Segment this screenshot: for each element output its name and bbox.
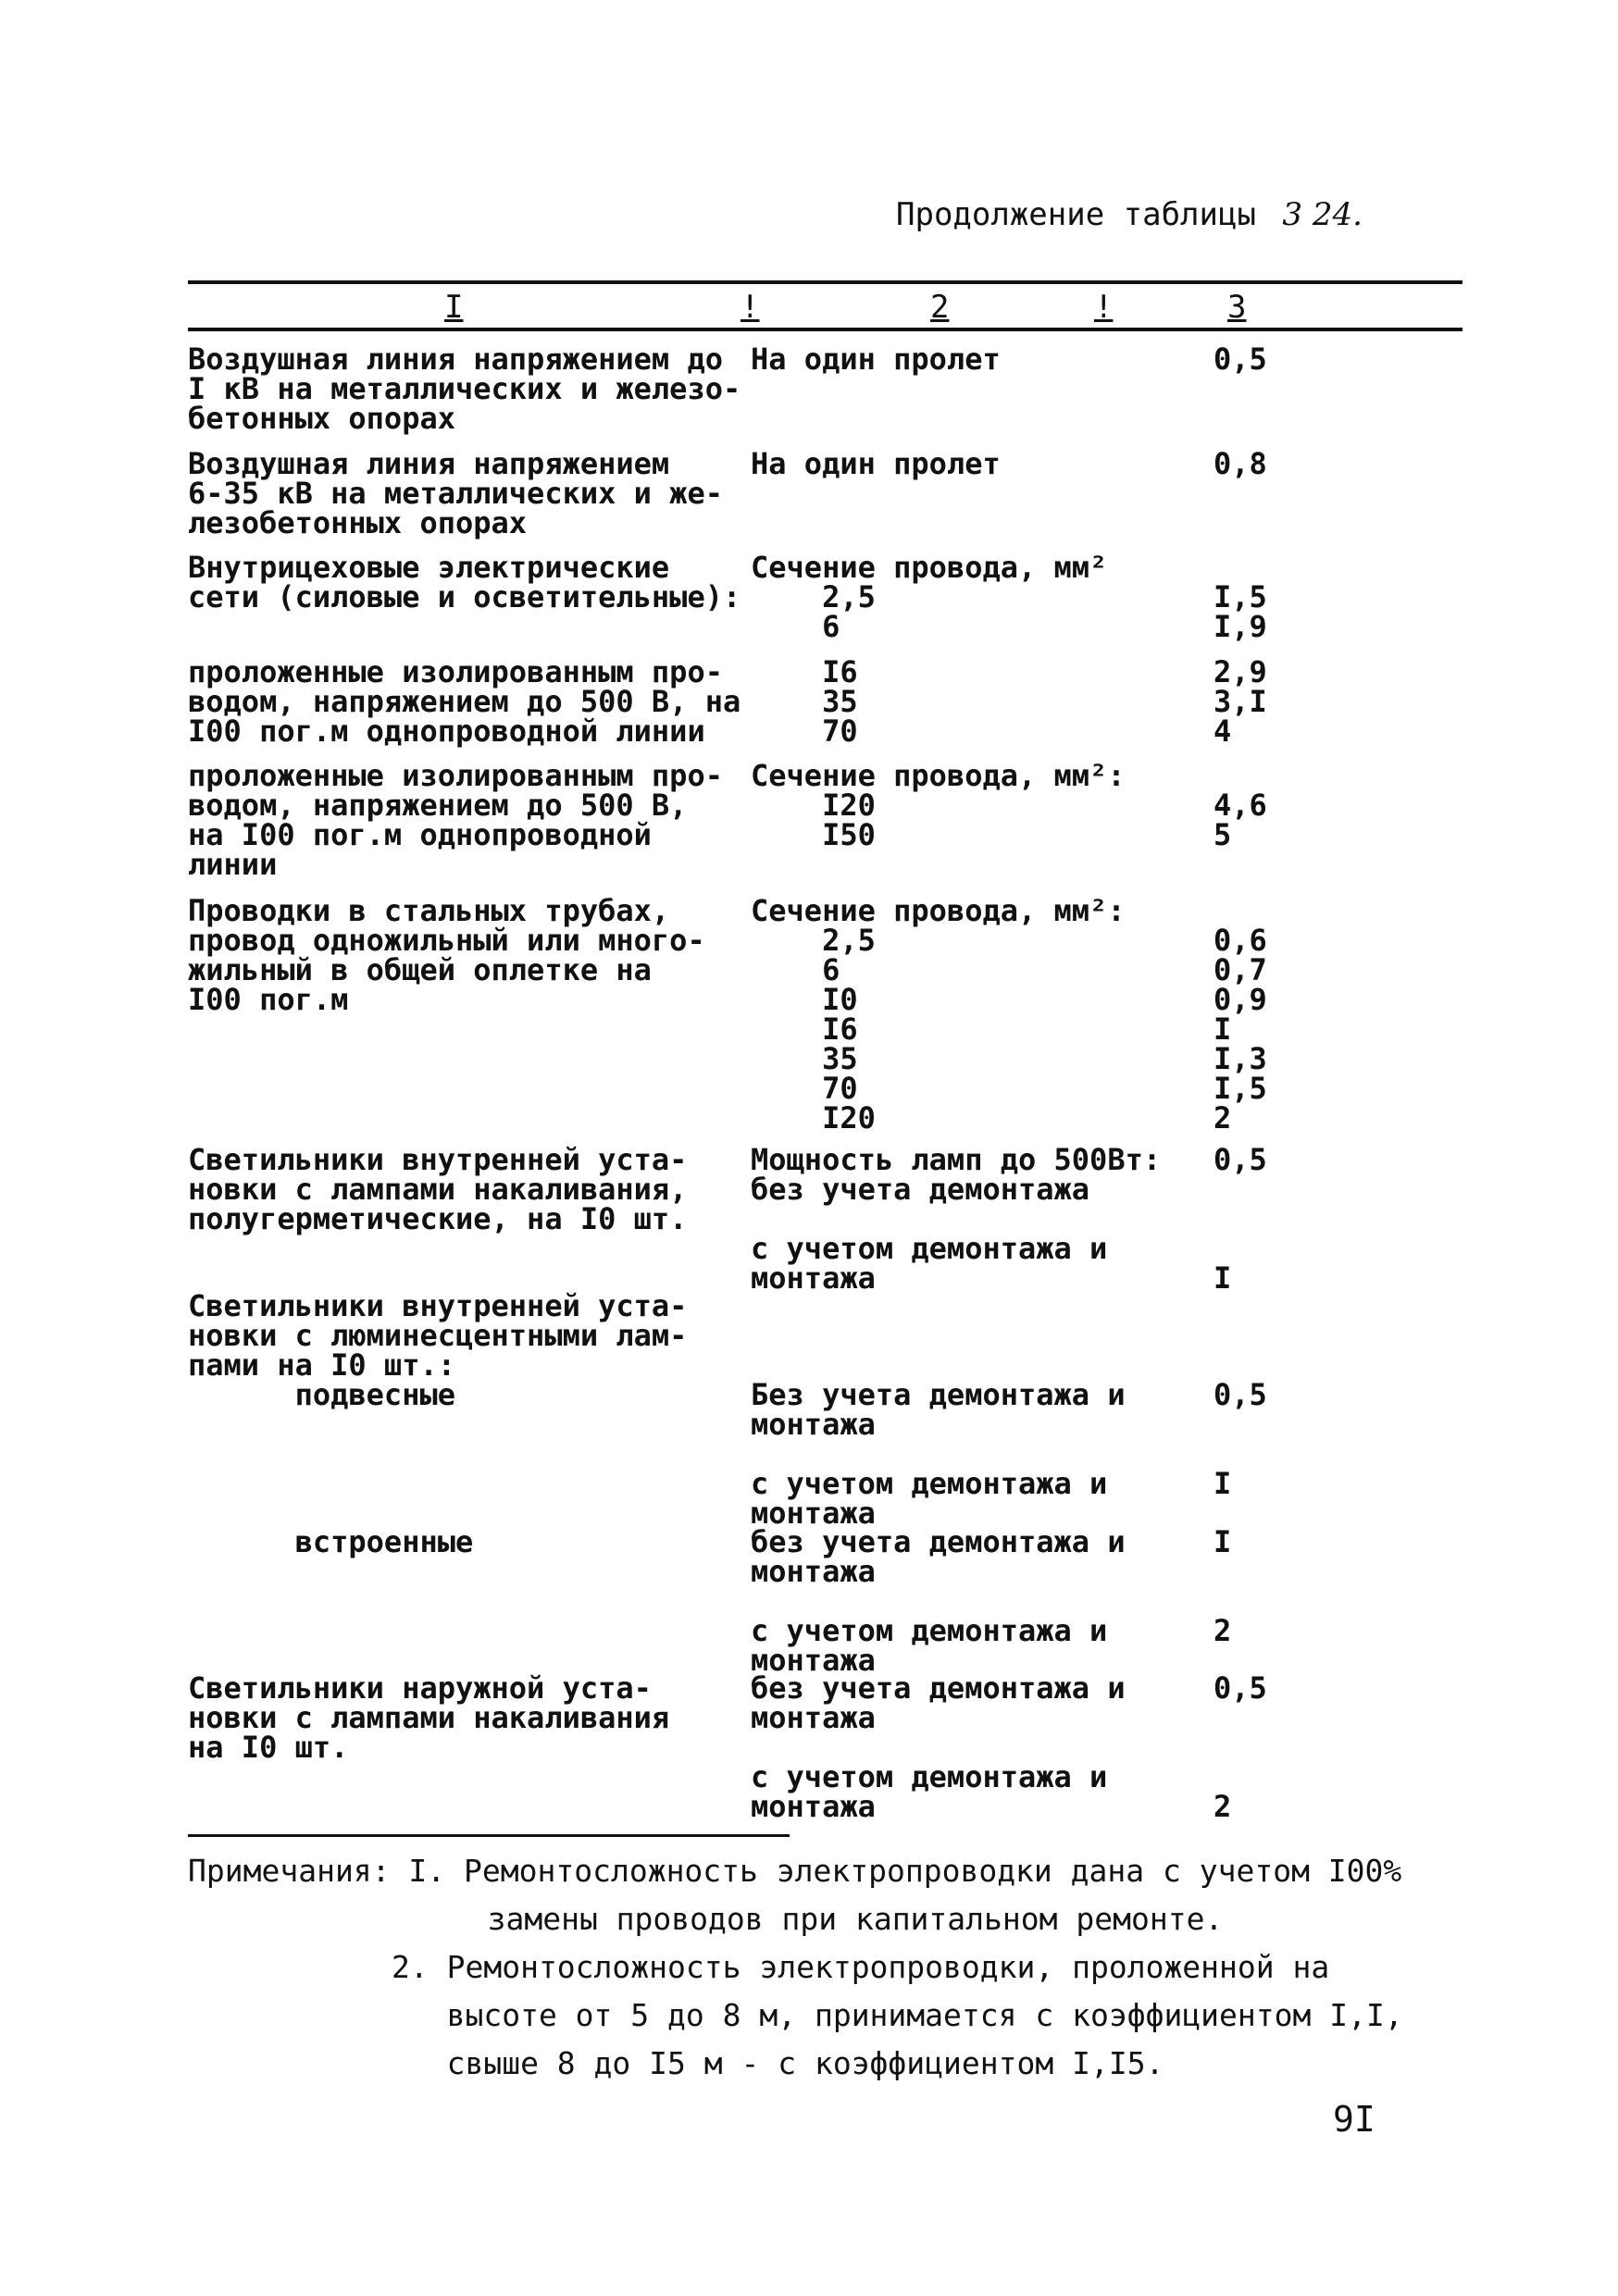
row-description: Проводки в стальных трубах, провод одножильный или много- жильный в общей оплетке на I00 пог.м xyxy=(188,893,705,1017)
row-description: Воздушная линия напряжением 6-35 кВ на металлических и же- лезобетонных опорах xyxy=(188,446,723,540)
row-value: 0,8 xyxy=(1214,446,1267,481)
row-value: 0,5 I xyxy=(1214,1377,1267,1501)
notes-label: Примечания: xyxy=(188,1853,391,1889)
table-number: 3 24. xyxy=(1282,196,1363,233)
table-header-rule xyxy=(188,328,1462,331)
row-description: Внутрицеховые электрические сети (силовые и осветительные): xyxy=(188,550,741,614)
notes-separator xyxy=(188,1834,790,1837)
row-value: 0,5 2 xyxy=(1214,1670,1267,1824)
note-2-line-1: 2. Ремонтосложность электропроводки, проложенной на xyxy=(392,1949,1330,1985)
row-description: проложенные изолированным про- водом, напряжением до 500 В, на I00 пог.м однопроводной линии xyxy=(188,654,741,749)
continuation-title-text: Продолжение таблицы xyxy=(896,196,1256,233)
row-unit: Сечение провода, мм² 2,5 6 xyxy=(751,550,1108,644)
row-description: Светильники внутренней уста- новки с лампами накаливания, полугерметические, на I0 шт. xyxy=(188,1142,688,1236)
row-unit: Мощность ламп до 500Вт: без учета демонтажа с учетом демонтажа и монтажа xyxy=(751,1142,1162,1296)
header-sep1: ! xyxy=(741,289,760,326)
notes-block xyxy=(188,1847,1403,2088)
row-unit: I6 35 70 xyxy=(822,654,858,749)
row-value: 0,5 xyxy=(1214,341,1267,377)
row-value: I,5 I,9 xyxy=(1214,579,1267,644)
row-value: 4,6 5 xyxy=(1214,788,1267,852)
header-col2: 2 xyxy=(930,289,950,326)
note-2-line-2: высоте от 5 до 8 м, принимается с коэффициентом I,I, xyxy=(392,1997,1403,2033)
row-unit: без учета демонтажа и монтажа с учетом демонтажа и монтажа xyxy=(751,1524,1126,1678)
row-description: проложенные изолированным про- водом, напряжением до 500 В, на I00 пог.м однопроводной линии xyxy=(188,758,723,882)
header-sep2: ! xyxy=(1094,289,1114,326)
row-value: 2,9 3,I 4 xyxy=(1214,654,1267,749)
header-col3: 3 xyxy=(1227,289,1247,326)
row-unit: Без учета демонтажа и монтажа с учетом демонтажа и монтажа xyxy=(751,1377,1126,1531)
row-value: I 2 xyxy=(1214,1524,1232,1648)
header-col1: I xyxy=(444,289,464,326)
row-value: 0,6 0,7 0,9 I I,3 I,5 2 xyxy=(1214,923,1267,1136)
row-unit: Сечение провода, мм²: I20 I50 xyxy=(751,758,1126,852)
table-top-rule xyxy=(188,280,1462,284)
row-value: 0,5 I xyxy=(1214,1142,1267,1296)
page-number: 9I xyxy=(1333,2099,1375,2140)
row-description: Воздушная линия напряжением до I кВ на металлических и железо- бетонных опорах xyxy=(188,341,741,436)
row-unit: без учета демонтажа и монтажа с учетом демонтажа и монтажа xyxy=(751,1670,1126,1824)
row-description: Светильники внутренней уста- новки с люминесцентными лам- пами на I0 шт.: подвесные xyxy=(188,1288,688,1412)
row-unit: На один пролет xyxy=(751,446,1001,481)
note-2-line-3: свыше 8 до I5 м - с коэффициентом I,I5. xyxy=(392,2045,1164,2081)
note-1-line-2: замены проводов при капитальном ремонте. xyxy=(432,1901,1224,1937)
row-unit: На один пролет xyxy=(751,341,1001,377)
row-description: Светильники наружной уста- новки с лампами накаливания на I0 шт. xyxy=(188,1670,670,1765)
continuation-title xyxy=(896,196,1363,233)
note-1-line-1: I. Ремонтосложность электропроводки дана с учетом I00% xyxy=(408,1853,1402,1889)
row-description: встроенные xyxy=(188,1524,474,1559)
row-unit: Сечение провода, мм²: 2,5 6 I0 I6 35 70 I20 xyxy=(751,893,1126,1136)
